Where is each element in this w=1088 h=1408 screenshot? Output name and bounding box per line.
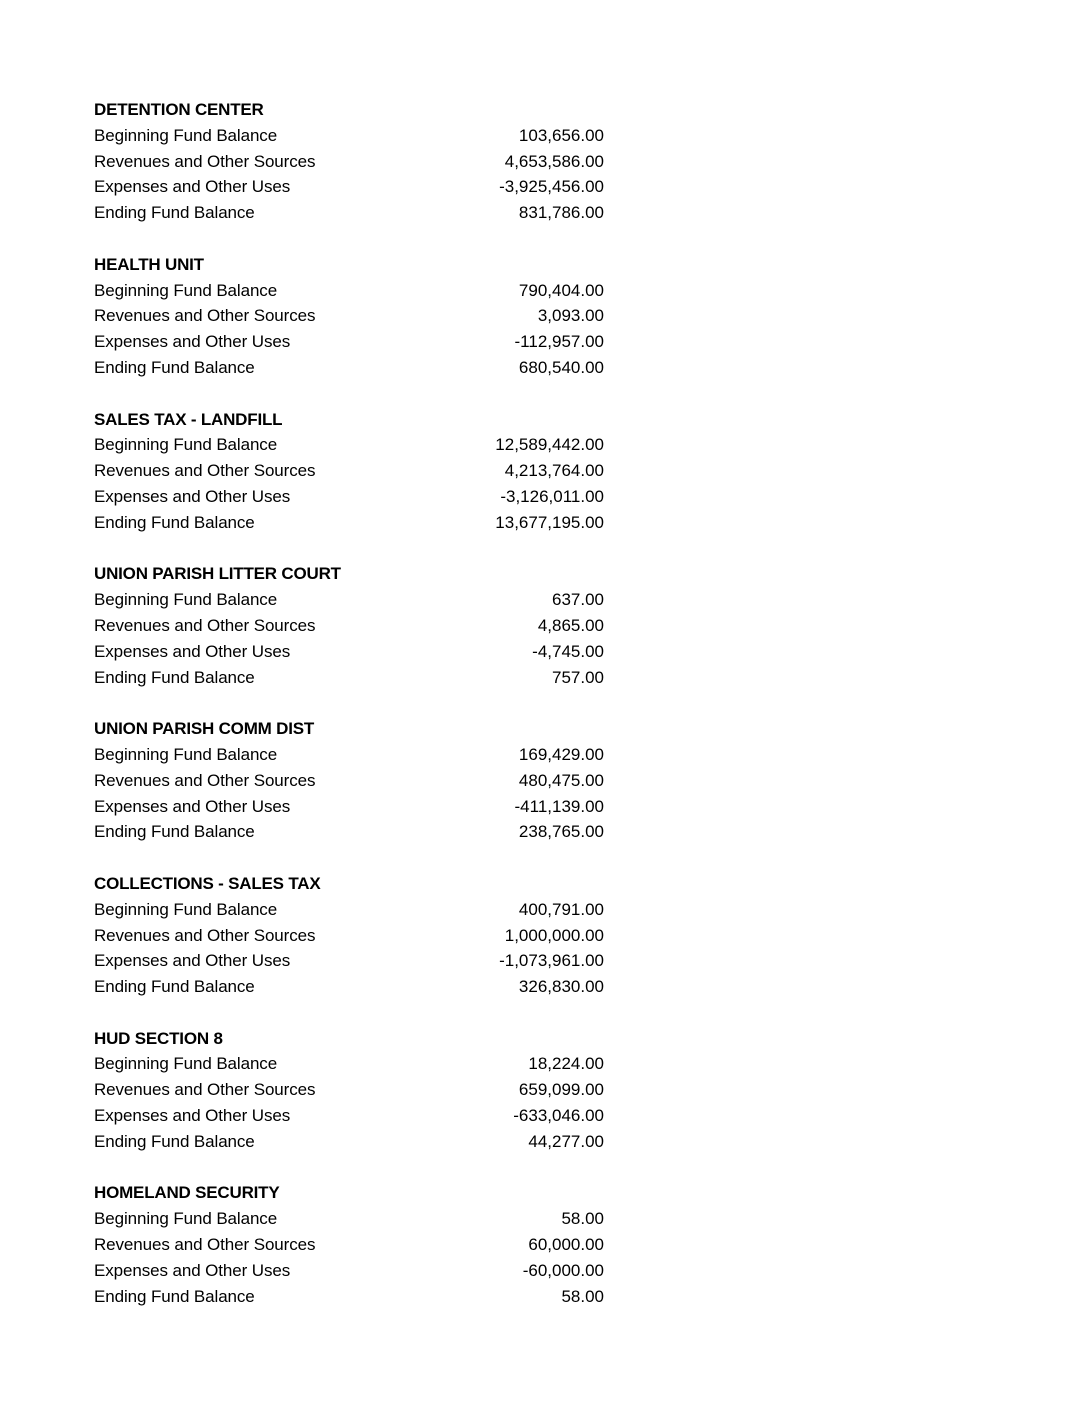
- section-spacer: [94, 1000, 614, 1026]
- row-amount: 400,791.00: [518, 899, 604, 919]
- section-spacer: [94, 1155, 614, 1181]
- row-amount: 480,475.00: [518, 770, 604, 790]
- row-label: Expenses and Other Uses: [94, 796, 291, 816]
- ending-fund-balance-row: [94, 974, 604, 1000]
- fund-section-collections-sales-tax: [94, 871, 614, 1000]
- fund-title: HEALTH UNIT: [94, 254, 204, 274]
- expenses-row: [94, 174, 604, 200]
- row-label: Expenses and Other Uses: [94, 1260, 291, 1280]
- row-amount: 4,653,586.00: [504, 151, 604, 171]
- row-amount: -411,139.00: [514, 796, 604, 816]
- row-amount: -4,745.00: [532, 641, 604, 661]
- row-label: Ending Fund Balance: [94, 1286, 255, 1306]
- row-label: Ending Fund Balance: [94, 1131, 255, 1151]
- revenues-row: [94, 768, 604, 794]
- revenues-row: [94, 1077, 604, 1103]
- fund-section-union-parish-litter-court: [94, 561, 614, 690]
- fund-title: HUD SECTION 8: [94, 1028, 223, 1048]
- row-amount: 58.00: [561, 1209, 604, 1229]
- beginning-fund-balance-row: [94, 587, 604, 613]
- expenses-row: [94, 329, 604, 355]
- fund-title: DETENTION CENTER: [94, 100, 264, 119]
- section-spacer: [94, 226, 614, 252]
- fund-title: UNION PARISH LITTER COURT: [94, 564, 341, 584]
- section-spacer: [94, 536, 614, 562]
- fund-title: UNION PARISH COMM DIST: [94, 719, 315, 739]
- beginning-fund-balance-row: [94, 1206, 604, 1232]
- fund-title: SALES TAX - LANDFILL: [94, 409, 283, 429]
- row-amount: -112,957.00: [514, 332, 604, 352]
- row-label: Revenues and Other Sources: [94, 151, 316, 171]
- row-amount: -3,925,456.00: [499, 177, 604, 197]
- row-label: Ending Fund Balance: [94, 977, 255, 997]
- row-label: Beginning Fund Balance: [94, 1209, 278, 1229]
- row-amount: 757.00: [552, 667, 604, 687]
- row-label: Expenses and Other Uses: [94, 177, 291, 197]
- expenses-row: [94, 1103, 604, 1129]
- row-label: Expenses and Other Uses: [94, 951, 291, 971]
- beginning-fund-balance-row: [94, 897, 604, 923]
- revenues-row: [94, 613, 604, 639]
- row-amount: 12,589,442.00: [495, 435, 604, 455]
- row-label: Ending Fund Balance: [94, 667, 255, 687]
- beginning-fund-balance-row: [94, 432, 604, 458]
- row-label: Revenues and Other Sources: [94, 1080, 316, 1100]
- row-amount: 3,093.00: [537, 306, 604, 326]
- row-amount: 637.00: [552, 590, 604, 610]
- row-amount: 44,277.00: [528, 1131, 604, 1151]
- row-amount: 13,677,195.00: [495, 512, 604, 532]
- row-amount: -60,000.00: [522, 1260, 604, 1280]
- fund-section-union-parish-comm-dist: [94, 716, 614, 845]
- row-label: Ending Fund Balance: [94, 357, 255, 377]
- ending-fund-balance-row: [94, 819, 604, 845]
- row-amount: 1,000,000.00: [504, 925, 604, 945]
- row-label: Beginning Fund Balance: [94, 280, 278, 300]
- fund-section-detention-center: [94, 97, 614, 226]
- row-amount: 103,656.00: [518, 125, 604, 145]
- revenues-row: [94, 303, 604, 329]
- expenses-row: [94, 1258, 604, 1284]
- row-amount: 831,786.00: [518, 203, 604, 223]
- row-label: Revenues and Other Sources: [94, 925, 316, 945]
- revenues-row: [94, 149, 604, 175]
- beginning-fund-balance-row: [94, 123, 604, 149]
- row-label: Expenses and Other Uses: [94, 1106, 291, 1126]
- row-label: Expenses and Other Uses: [94, 332, 291, 352]
- row-label: Beginning Fund Balance: [94, 590, 278, 610]
- expenses-row: [94, 484, 604, 510]
- ending-fund-balance-row: [94, 510, 604, 536]
- ending-fund-balance-row: [94, 355, 604, 381]
- revenues-row: [94, 458, 604, 484]
- beginning-fund-balance-row: [94, 278, 604, 304]
- fund-section-health-unit: [94, 252, 614, 381]
- revenues-row: [94, 1232, 604, 1258]
- row-label: Beginning Fund Balance: [94, 899, 278, 919]
- fund-section-hud-section-8: [94, 1026, 614, 1155]
- row-label: Beginning Fund Balance: [94, 125, 278, 145]
- row-amount: 659,099.00: [518, 1080, 604, 1100]
- row-amount: 680,540.00: [518, 357, 604, 377]
- section-spacer: [94, 690, 614, 716]
- ending-fund-balance-row: [94, 665, 604, 691]
- row-amount: 790,404.00: [518, 280, 604, 300]
- expenses-row: [94, 794, 604, 820]
- row-amount: -3,126,011.00: [500, 486, 604, 506]
- expenses-row: [94, 948, 604, 974]
- row-amount: 169,429.00: [518, 744, 604, 764]
- row-label: Beginning Fund Balance: [94, 744, 278, 764]
- row-label: Ending Fund Balance: [94, 822, 255, 842]
- row-label: Revenues and Other Sources: [94, 306, 316, 326]
- fund-section-sales-tax-landfill: [94, 407, 614, 536]
- revenues-row: [94, 923, 604, 949]
- row-amount: 238,765.00: [518, 822, 604, 842]
- ending-fund-balance-row: [94, 1129, 604, 1155]
- fund-title: COLLECTIONS - SALES TAX: [94, 873, 321, 893]
- ending-fund-balance-row: [94, 1284, 604, 1310]
- beginning-fund-balance-row: [94, 1051, 604, 1077]
- fund-section-homeland-security: [94, 1180, 614, 1309]
- row-amount: 4,213,764.00: [504, 461, 604, 481]
- row-label: Ending Fund Balance: [94, 512, 255, 532]
- section-spacer: [94, 381, 614, 407]
- expenses-row: [94, 639, 604, 665]
- row-label: Ending Fund Balance: [94, 203, 255, 223]
- row-amount: -1,073,961.00: [499, 951, 604, 971]
- row-amount: 326,830.00: [518, 977, 604, 997]
- row-label: Expenses and Other Uses: [94, 641, 291, 661]
- row-amount: 60,000.00: [528, 1235, 604, 1255]
- fund-title: HOMELAND SECURITY: [94, 1183, 280, 1203]
- row-amount: 4,865.00: [537, 615, 604, 635]
- row-label: Revenues and Other Sources: [94, 770, 316, 790]
- row-label: Revenues and Other Sources: [94, 615, 316, 635]
- row-amount: 58.00: [561, 1286, 604, 1306]
- section-spacer: [94, 845, 614, 871]
- row-label: Revenues and Other Sources: [94, 1235, 316, 1255]
- row-label: Beginning Fund Balance: [94, 1054, 278, 1074]
- row-amount: -633,046.00: [513, 1106, 604, 1126]
- beginning-fund-balance-row: [94, 742, 604, 768]
- row-label: Expenses and Other Uses: [94, 486, 291, 506]
- row-label: Beginning Fund Balance: [94, 435, 278, 455]
- fund-balance-document: [94, 97, 614, 1309]
- row-label: Revenues and Other Sources: [94, 461, 316, 481]
- row-amount: 18,224.00: [528, 1054, 604, 1074]
- ending-fund-balance-row: [94, 200, 604, 226]
